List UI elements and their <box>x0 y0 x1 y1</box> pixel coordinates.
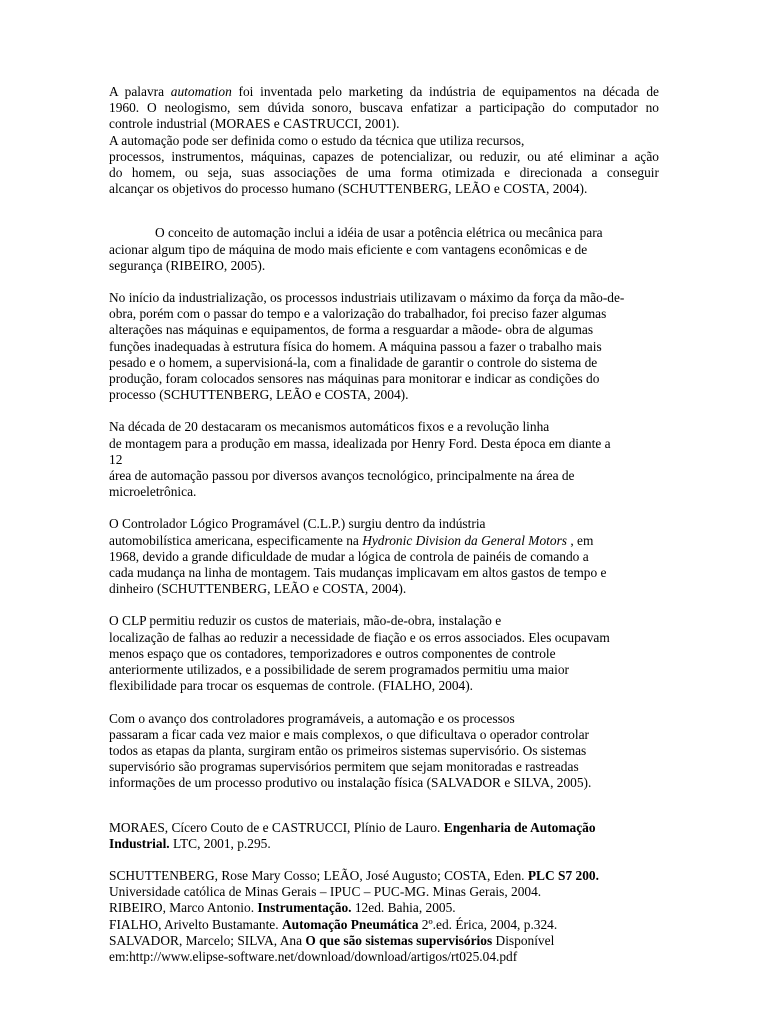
text-run: A palavra <box>109 84 171 99</box>
text-line: acionar algum tipo de máquina de modo mais eficiente e com vantagens econômicas e de <box>109 241 588 257</box>
text-line <box>109 836 659 852</box>
text-line: de montagem para a produção em massa, idealizada por Henry Ford. Desta época em diante a <box>109 435 611 451</box>
reference-schuttenberg <box>109 868 659 900</box>
reference-url: em:http://www.elipse-software.net/download/download/artigos/rt025.04.pdf <box>109 948 518 964</box>
text-line <box>109 84 659 100</box>
text-line <box>109 933 659 949</box>
text-line: A automação pode ser definida como o estudo da técnica que utiliza recursos, <box>109 132 525 148</box>
text-line: menos espaço que os contadores, temporizadores e outros componentes de controle <box>109 645 556 661</box>
text-line: O conceito de automação inclui a idéia de usar a potência elétrica ou mecânica para <box>155 225 603 241</box>
text-line: controle industrial (MORAES e CASTRUCCI, 2001). <box>109 116 400 132</box>
text-line: processo (SCHUTTENBERG, LEÃO e COSTA, 2004). <box>109 387 409 403</box>
reference-title: Automação Pneumática <box>281 916 419 932</box>
text-line: No início da industrialização, os processos industriais utilizavam o máximo da força da mão-de- <box>109 290 625 306</box>
text-run: , em <box>567 532 594 548</box>
text-run: foi inventada pelo marketing da indústria de equipamentos na década de <box>231 84 659 99</box>
reference-title: Engenharia de Automação <box>443 819 596 835</box>
text-line: alterações nas máquinas e equipamentos, de forma a resguardar a mãode- obra de algumas <box>109 322 594 338</box>
text-line: cada mudança na linha de montagem. Tais mudanças implicavam em altos gastos de tempo e <box>109 565 607 581</box>
text-run: RIBEIRO, Marco Antonio. <box>109 900 258 916</box>
text-line: área de automação passou por diversos avanços tecnológico, principalmente na área de <box>109 468 575 484</box>
reference-fialho <box>109 917 659 933</box>
italic-term: Hydronic Division da General Motors <box>362 532 567 548</box>
paragraph-industrialization <box>109 290 659 403</box>
paragraph-automation-concept <box>109 225 659 274</box>
text-line: anteriormente utilizados, e a possibilidade de serem programados permitiu uma maior <box>109 662 569 678</box>
reference-title: Industrial. <box>109 835 170 851</box>
italic-term: automation <box>170 84 232 99</box>
text-run: MORAES, Cícero Couto de e CASTRUCCI, Plínio de Lauro. <box>109 819 444 835</box>
text-line: O Controlador Lógico Programável (C.L.P.) surgiu dentro da indústria <box>109 516 486 532</box>
text-line: dinheiro (SCHUTTENBERG, LEÃO e COSTA, 2004). <box>109 581 407 597</box>
paragraph-twenties <box>109 419 659 500</box>
paragraph-clp-origin <box>109 516 659 597</box>
text-line: passaram a ficar cada vez maior e mais complexos, o que dificultava o operador controlar <box>109 726 589 742</box>
document-body <box>109 84 659 965</box>
text-run: automobilística americana, especificamente na <box>109 532 363 548</box>
text-line: 1968, devido a grande dificuldade de mudar a lógica de controla de painéis de comando a <box>109 548 589 564</box>
text-line: produção, foram colocados sensores nas máquinas para monitorar e indicar as condições do <box>109 371 600 387</box>
text-line: O CLP permitiu reduzir os custos de materiais, mão-de-obra, instalação e <box>109 613 502 629</box>
paragraph-supervisory <box>109 711 659 792</box>
text-line: flexibilidade para trocar os esquemas de controle. (FIALHO, 2004). <box>109 678 474 694</box>
text-line: Com o avanço dos controladores programáveis, a automação e os processos <box>109 710 515 726</box>
text-run: Disponível <box>492 932 555 948</box>
text-run: SCHUTTENBERG, Rose Mary Cosso; LEÃO, José Augusto; COSTA, Eden. <box>109 867 528 883</box>
text-run: SALVADOR, Marcelo; SILVA, Ana <box>109 932 306 948</box>
text-line: Na década de 20 destacaram os mecanismos automáticos fixos e a revolução linha <box>109 419 550 435</box>
text-line <box>109 533 659 549</box>
paragraph-clp-benefits <box>109 613 659 694</box>
text-line <box>109 868 659 884</box>
page-number: 12 <box>109 451 123 467</box>
text-line <box>109 917 659 933</box>
text-line: microeletrônica. <box>109 484 197 500</box>
text-line: supervisório são programas supervisórios permitem que sejam monitoradas e rastreadas <box>109 759 579 775</box>
text-line: funções inadequadas à estrutura física do homem. A máquina passou a fazer o trabalho mais <box>109 338 602 354</box>
text-line: Universidade católica de Minas Gerais – IPUC – PUC-MG. Minas Gerais, 2004. <box>109 884 542 900</box>
text-line: todos as etapas da planta, surgiram então os primeiros sistemas supervisório. Os sistemas <box>109 742 587 758</box>
reference-moraes <box>109 820 659 852</box>
reference-salvador <box>109 933 659 965</box>
text-line: processos, instrumentos, máquinas, capazes de potencializar, ou reduzir, ou até eliminar a ação <box>109 148 659 164</box>
text-line: 1960. O neologismo, sem dúvida sonoro, buscava enfatizar a participação do computador no <box>109 100 659 116</box>
text-line: do homem, ou seja, suas associações de uma forma otimizada e direcionada a conseguir <box>109 165 659 181</box>
text-line: localização de falhas ao reduzir a necessidade de fiação e os erros associados. Eles ocupavam <box>109 629 610 645</box>
text-run: LTC, 2001, p.295. <box>169 835 271 851</box>
reference-title: PLC S7 200. <box>527 867 599 883</box>
reference-title: Instrumentação. <box>257 900 352 916</box>
text-line: segurança (RIBEIRO, 2005). <box>109 257 266 273</box>
text-run: 2º.ed. Érica, 2004, p.324. <box>418 916 558 932</box>
text-line: alcançar os objetivos do processo humano (SCHUTTENBERG, LEÃO e COSTA, 2004). <box>109 181 588 197</box>
text-run: FIALHO, Arivelto Bustamante. <box>109 916 282 932</box>
text-run: 12ed. Bahia, 2005. <box>351 900 456 916</box>
text-line: obra, porém com o passar do tempo e a valorização do trabalhador, foi preciso fazer algumas <box>109 306 607 322</box>
text-line <box>109 820 659 836</box>
paragraph-automation-origin <box>109 84 659 197</box>
reference-title: O que são sistemas supervisórios <box>305 932 493 948</box>
text-line: informações de um processo produtivo ou instalação física (SALVADOR e SILVA, 2005). <box>109 775 592 791</box>
text-line: pesado e o homem, a supervisioná-la, com a finalidade de garantir o controle do sistema de <box>109 354 598 370</box>
references-list <box>109 820 659 966</box>
reference-ribeiro <box>109 900 659 916</box>
text-line <box>109 900 659 916</box>
